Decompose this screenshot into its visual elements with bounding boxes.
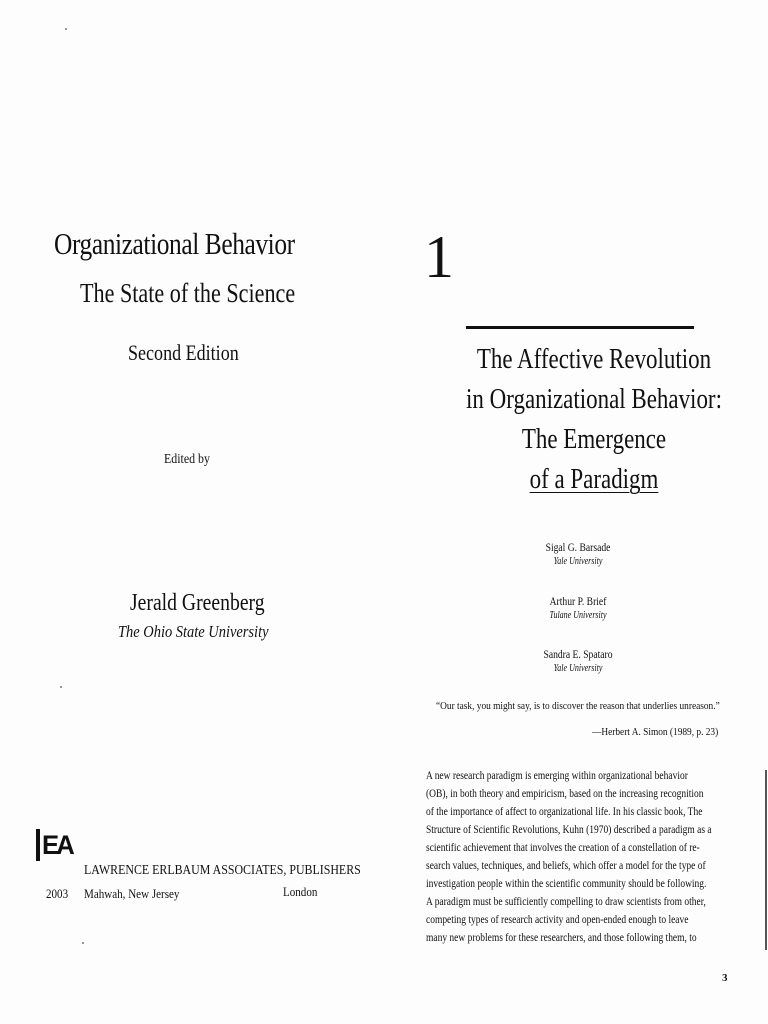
body-paragraph [426,766,768,946]
author-affiliation: Yale University [553,556,603,567]
chapter-title-line: in Organizational Behavior: [466,384,722,415]
body-line: A paradigm must be sufficiently compelling to draw scientists from other, [426,894,706,908]
body-line: A new research paradigm is emerging within organizational behavior [426,768,688,782]
body-line: scientific achievement that involves the creation of a constellation of re- [426,840,700,854]
publisher-name: LAWRENCE ERLBAUM ASSOCIATES, PUBLISHERS [84,863,361,878]
publication-year: 2003 [46,886,69,901]
body-line: many new problems for these researchers, and those following them, to [426,930,697,944]
author-affiliation: Tulane University [549,610,607,621]
edition-label: Second Edition [128,340,239,365]
speck [65,28,67,30]
body-line: investigation people within the scientific community should be following. [426,876,707,890]
editor-affiliation: The Ohio State University [118,622,269,641]
publication-city: Mahwah, New Jersey [84,886,180,901]
body-line: search values, techniques, and beliefs, which offer a model for the type of [426,858,706,872]
epigraph-attribution: —Herbert A. Simon (1989, p. 23) [592,726,719,738]
author-name: Arthur P. Brief [549,594,607,608]
lea-logo [36,829,70,861]
author-entry [478,594,678,621]
chapter-title-line: The Affective Revolution [476,344,712,375]
page-number: 3 [722,972,728,984]
author-entry [478,540,678,567]
chapter-page [384,0,768,1024]
body-line: Structure of Scientific Revolutions, Kuhn (1970) described a paradigm as a [426,822,712,836]
author-name: Sigal G. Barsade [545,540,611,554]
body-line: of the importance of affect to organizational life. In his classic book, The [426,804,703,818]
chapter-title [424,340,764,500]
chapter-rule [466,326,694,329]
speck [60,686,62,688]
body-line: competing types of research activity and open-ended enough to leave [426,912,689,926]
chapter-title-line: The Emergence [521,424,667,455]
speck [82,942,84,944]
author-affiliation: Yale University [553,663,603,674]
epigraph-quote: “Our task, you might say, is to discover the reason that underlies unreason.” [436,700,720,712]
page-edge-shadow [765,770,767,950]
lea-logo-text: EA [42,830,72,860]
editor-name: Jerald Greenberg [130,590,265,616]
edited-by-label: Edited by [164,452,210,467]
body-line: (OB), in both theory and empiricism, based on the increasing recognition [426,786,704,800]
author-name: Sandra E. Spataro [543,647,613,661]
chapter-title-line: of a Paradigm [529,464,659,495]
book-title: Organizational Behavior [54,226,295,261]
publication-city-2: London [283,884,318,899]
author-entry [478,647,678,674]
chapter-number: 1 [424,224,454,290]
book-subtitle: The State of the Science [80,278,296,308]
